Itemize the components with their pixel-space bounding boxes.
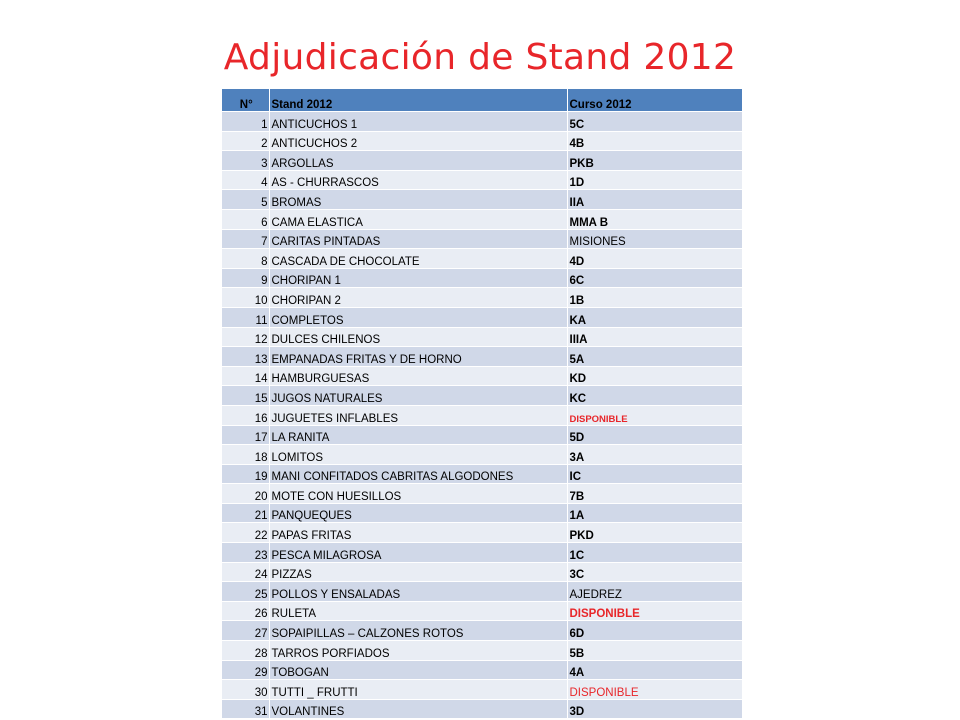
table-row xyxy=(222,190,742,210)
row-curso: 5B xyxy=(567,641,742,661)
table-row xyxy=(222,425,742,445)
table-row xyxy=(222,503,742,523)
row-number: 20 xyxy=(222,484,269,504)
row-curso: 5C xyxy=(567,112,742,132)
row-number: 19 xyxy=(222,464,269,484)
row-curso: KD xyxy=(567,366,742,386)
row-curso: 5A xyxy=(567,347,742,367)
row-curso: 3D xyxy=(567,699,742,719)
row-stand: COMPLETOS xyxy=(269,307,567,327)
row-number: 7 xyxy=(222,229,269,249)
table-row xyxy=(222,209,742,229)
row-stand: CHORIPAN 2 xyxy=(269,288,567,308)
row-curso: 3C xyxy=(567,562,742,582)
row-number: 30 xyxy=(222,680,269,700)
table-row xyxy=(222,523,742,543)
row-curso: KA xyxy=(567,307,742,327)
row-stand: RULETA xyxy=(269,601,567,621)
row-number: 8 xyxy=(222,249,269,269)
row-number: 31 xyxy=(222,699,269,719)
row-stand: LA RANITA xyxy=(269,425,567,445)
row-curso: 4B xyxy=(567,131,742,151)
stand-assignment-table xyxy=(222,89,743,719)
row-stand: EMPANADAS FRITAS Y DE HORNO xyxy=(269,347,567,367)
table-row xyxy=(222,445,742,465)
row-number: 2 xyxy=(222,131,269,151)
row-stand: PANQUEQUES xyxy=(269,503,567,523)
row-stand: PIZZAS xyxy=(269,562,567,582)
row-number: 23 xyxy=(222,543,269,563)
table-body xyxy=(222,112,742,719)
row-curso: 1D xyxy=(567,170,742,190)
row-stand: ARGOLLAS xyxy=(269,151,567,171)
row-stand: TARROS PORFIADOS xyxy=(269,641,567,661)
row-stand: TOBOGAN xyxy=(269,660,567,680)
row-curso: KC xyxy=(567,386,742,406)
table-row xyxy=(222,366,742,386)
row-stand: DULCES CHILENOS xyxy=(269,327,567,347)
table-row xyxy=(222,307,742,327)
row-curso: IIIA xyxy=(567,327,742,347)
row-stand: MOTE CON HUESILLOS xyxy=(269,484,567,504)
table-row xyxy=(222,464,742,484)
table-row xyxy=(222,405,742,425)
row-number: 16 xyxy=(222,405,269,425)
table-row xyxy=(222,621,742,641)
table-row xyxy=(222,582,742,602)
row-curso: 4A xyxy=(567,660,742,680)
table-row xyxy=(222,131,742,151)
table-row xyxy=(222,151,742,171)
row-number: 21 xyxy=(222,503,269,523)
row-number: 5 xyxy=(222,190,269,210)
row-number: 4 xyxy=(222,170,269,190)
row-curso: 1B xyxy=(567,288,742,308)
table-row xyxy=(222,268,742,288)
row-stand: ANTICUCHOS 1 xyxy=(269,112,567,132)
row-curso: 7B xyxy=(567,484,742,504)
header-number: N° xyxy=(222,89,269,112)
row-number: 10 xyxy=(222,288,269,308)
table-row xyxy=(222,699,742,719)
table-row xyxy=(222,543,742,563)
header-curso: Curso 2012 xyxy=(567,89,742,112)
table-row xyxy=(222,327,742,347)
row-stand: ANTICUCHOS 2 xyxy=(269,131,567,151)
row-stand: LOMITOS xyxy=(269,445,567,465)
row-stand: VOLANTINES xyxy=(269,699,567,719)
table-row xyxy=(222,484,742,504)
row-number: 29 xyxy=(222,660,269,680)
row-number: 28 xyxy=(222,641,269,661)
row-stand: CAMA ELASTICA xyxy=(269,209,567,229)
table-row xyxy=(222,288,742,308)
row-number: 3 xyxy=(222,151,269,171)
header-stand: Stand 2012 xyxy=(269,89,567,112)
row-curso: 1C xyxy=(567,543,742,563)
row-curso: 6D xyxy=(567,621,742,641)
row-stand: POLLOS Y ENSALADAS xyxy=(269,582,567,602)
row-number: 22 xyxy=(222,523,269,543)
row-stand: MANI CONFITADOS CABRITAS ALGODONES xyxy=(269,464,567,484)
row-curso: 1A xyxy=(567,503,742,523)
table-header-row xyxy=(222,89,742,112)
row-stand: TUTTI _ FRUTTI xyxy=(269,680,567,700)
row-number: 13 xyxy=(222,347,269,367)
row-curso: 5D xyxy=(567,425,742,445)
row-curso: 4D xyxy=(567,249,742,269)
row-curso: PKD xyxy=(567,523,742,543)
row-curso: DISPONIBLE xyxy=(567,405,742,425)
table-row xyxy=(222,249,742,269)
table-row xyxy=(222,347,742,367)
table-row xyxy=(222,562,742,582)
row-stand: JUGUETES INFLABLES xyxy=(269,405,567,425)
row-stand: HAMBURGUESAS xyxy=(269,366,567,386)
row-curso: 3A xyxy=(567,445,742,465)
row-curso: DISPONIBLE xyxy=(567,601,742,621)
row-number: 9 xyxy=(222,268,269,288)
row-number: 1 xyxy=(222,112,269,132)
row-stand: JUGOS NATURALES xyxy=(269,386,567,406)
row-curso: IIA xyxy=(567,190,742,210)
row-number: 27 xyxy=(222,621,269,641)
table-row xyxy=(222,112,742,132)
row-number: 17 xyxy=(222,425,269,445)
row-number: 25 xyxy=(222,582,269,602)
table-row xyxy=(222,229,742,249)
row-curso: MMA B xyxy=(567,209,742,229)
row-number: 15 xyxy=(222,386,269,406)
row-stand: SOPAIPILLAS – CALZONES ROTOS xyxy=(269,621,567,641)
row-stand: BROMAS xyxy=(269,190,567,210)
row-number: 24 xyxy=(222,562,269,582)
row-number: 14 xyxy=(222,366,269,386)
row-curso: MISIONES xyxy=(567,229,742,249)
row-number: 12 xyxy=(222,327,269,347)
table-row xyxy=(222,601,742,621)
row-stand: CHORIPAN 1 xyxy=(269,268,567,288)
row-number: 6 xyxy=(222,209,269,229)
table-row xyxy=(222,170,742,190)
row-stand: AS - CHURRASCOS xyxy=(269,170,567,190)
table-row xyxy=(222,641,742,661)
row-curso: DISPONIBLE xyxy=(567,680,742,700)
row-number: 18 xyxy=(222,445,269,465)
row-stand: PESCA MILAGROSA xyxy=(269,543,567,563)
table-row xyxy=(222,660,742,680)
row-stand: CASCADA DE CHOCOLATE xyxy=(269,249,567,269)
row-stand: CARITAS PINTADAS xyxy=(269,229,567,249)
row-curso: AJEDREZ xyxy=(567,582,742,602)
row-stand: PAPAS FRITAS xyxy=(269,523,567,543)
slide-title: Adjudicación de Stand 2012 xyxy=(223,37,737,78)
row-curso: 6C xyxy=(567,268,742,288)
row-curso: IC xyxy=(567,464,742,484)
row-number: 11 xyxy=(222,307,269,327)
table-row xyxy=(222,386,742,406)
row-curso: PKB xyxy=(567,151,742,171)
table-row xyxy=(222,680,742,700)
row-number: 26 xyxy=(222,601,269,621)
